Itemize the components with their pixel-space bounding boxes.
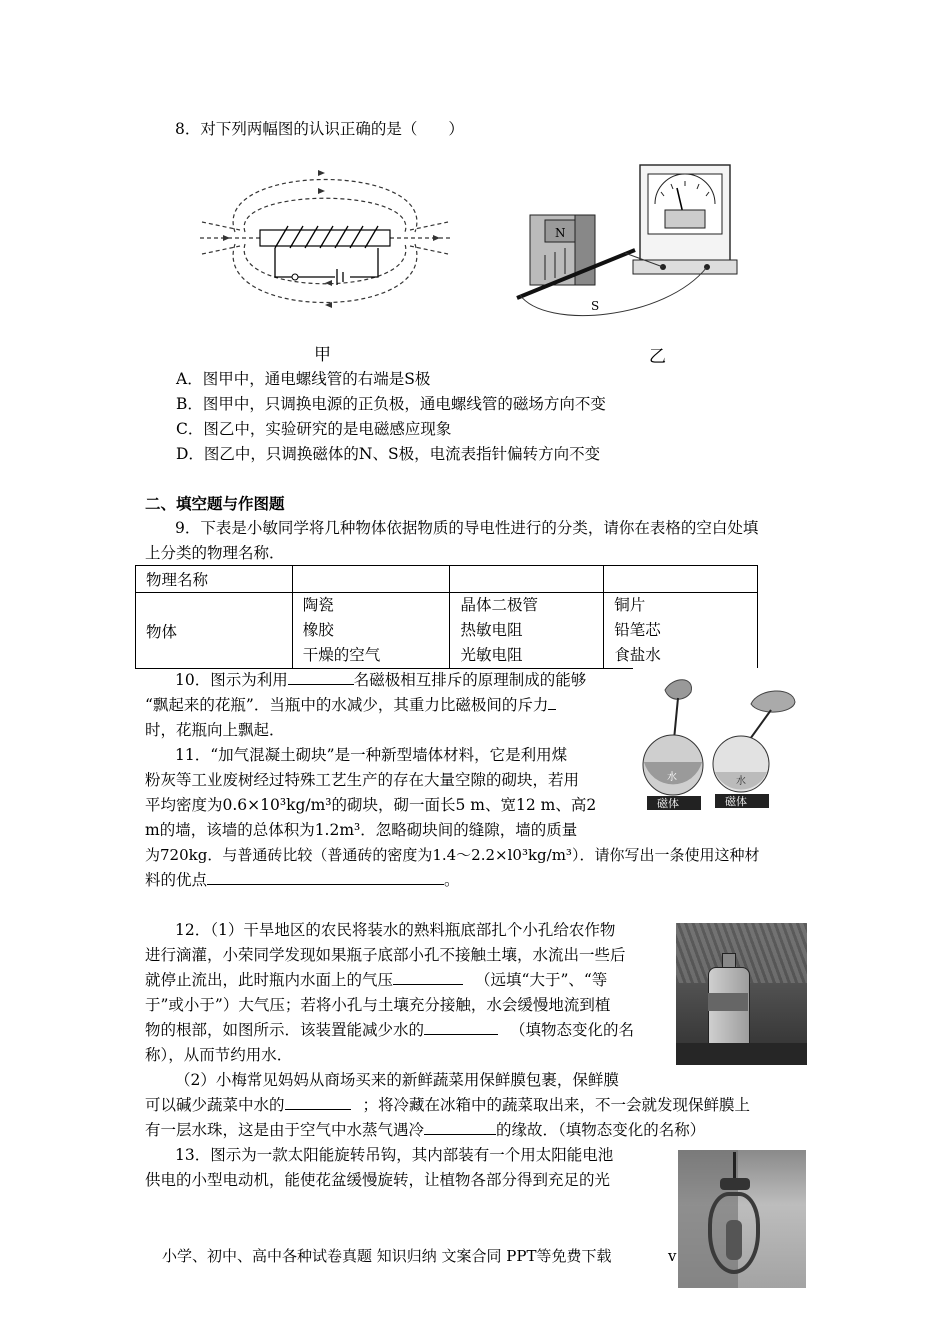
- q11-line2: 粉灰等工业废树经过特殊工艺生产的存在大量空隙的砌块，若用: [145, 771, 580, 789]
- q12-p1-line2: 进行滴灌，小荣同学发现如果瓶子底部小孔不接触土壤，水流出一些后: [145, 946, 626, 964]
- q13-line2: 供电的小型电动机，能使花盆缓慢旋转，让植物各部分得到充足的光: [145, 1171, 611, 1189]
- table-item: 铅笔芯: [614, 621, 661, 639]
- classification-table: [135, 565, 758, 669]
- q12-p1-line4: 于”或小于”）大气压；若将小孔与土壤充分接触，水会缓慢地流到植: [145, 996, 611, 1014]
- q12-blank-3[interactable]: [285, 1109, 351, 1110]
- q10-blank-1[interactable]: [288, 684, 354, 685]
- q8-option-a: A．图甲中，通电螺线管的右端是S极: [176, 370, 431, 388]
- q12-text: （填物态变化的名: [510, 1021, 635, 1039]
- galvanometer-figure: [515, 160, 740, 335]
- label-jia: 甲: [314, 345, 331, 365]
- q9-line2: 上分类的物理名称．: [145, 544, 285, 562]
- q11-line3: 平均密度为0.6×10³kg/m³的砌块，砌一面长5 m、宽12 m、高2: [145, 796, 597, 814]
- q12-p2-line2: [145, 1095, 750, 1115]
- table-item: 食盐水: [614, 646, 661, 664]
- q12-p1-line1: 12．（1）干旱地区的农民将装水的熟料瓶底部扎个小孔给农作物: [175, 921, 616, 939]
- q11-text: 料的优点: [145, 871, 208, 889]
- table-cell: [604, 593, 758, 669]
- q8-option-c: C．图乙中，实验研究的是电磁感应现象: [176, 420, 452, 438]
- q12-text: （远填“大于”、“等: [475, 971, 608, 989]
- q10-blank-2[interactable]: [548, 709, 556, 710]
- svg-text:S: S: [591, 299, 600, 313]
- q12-text: 有一层水珠，这是由于空气中水蒸气遇冷: [145, 1121, 425, 1139]
- q12-text: ；将冷藏在冰箱中的蔬菜取出来，不一会就发现保鲜膜上: [362, 1096, 751, 1114]
- q10-text: “飘起来的花瓶”．当瓶中的水减少，其重力比磁极间的斥力: [145, 696, 549, 714]
- table-item: 晶体二极管: [460, 596, 538, 614]
- q12-p2-line3: [145, 1120, 705, 1140]
- q12-text: 可以碱少蔬菜中水的: [145, 1096, 285, 1114]
- table-item: 热敏电阻: [460, 621, 523, 639]
- table-blank-cell[interactable]: [450, 566, 604, 593]
- q12-p1-line6: 称），从而节约用水．: [145, 1046, 293, 1064]
- solar-hook-photo: [678, 1150, 806, 1288]
- q8-option-b: B．图甲中，只调换电源的正负极，通电螺线管的磁场方向不变: [176, 395, 606, 413]
- water-label: 水: [736, 776, 746, 787]
- q11-text: 。: [444, 871, 460, 889]
- magnet-label: 磁体: [725, 795, 747, 808]
- table-row: [136, 593, 758, 669]
- q12-blank-2[interactable]: [424, 1034, 498, 1035]
- q10-line3: 时，花瓶向上飘起．: [145, 721, 285, 739]
- q10-text: 名磁极相互排斥的原理制成的能够: [353, 671, 587, 689]
- q12-text: 的缘故．（填物态变化的名称）: [496, 1121, 706, 1139]
- q13-line1: 13．图示为一款太阳能旋转吊钩，其内部装有一个用太阳能电池: [175, 1146, 614, 1164]
- q8-option-d: D．图乙中，只调换磁体的N、S极，电流表指针偏转方向不变: [176, 445, 601, 463]
- magnet-label: 磁体: [657, 797, 679, 810]
- floating-vase-figure: [633, 668, 813, 816]
- q12-text: 就停止流出，此时瓶内水面上的气压: [145, 971, 394, 989]
- bottle-photo: [676, 923, 807, 1065]
- q10-line1: [175, 670, 586, 690]
- footer-trail: v: [668, 1247, 677, 1265]
- q12-p2-line1: （2）小梅常见妈妈从商场买来的新鲜蔬菜用保鲜膜包裹，保鲜膜: [175, 1071, 619, 1089]
- table-cell: [292, 593, 450, 669]
- water-label: 水: [667, 772, 677, 783]
- q12-blank-1[interactable]: [393, 984, 463, 985]
- q11-line6: [145, 870, 460, 890]
- q12-text: 物的根部，如图所示．该装置能减少水的: [145, 1021, 425, 1039]
- table-header-cell: 物理名称: [136, 566, 293, 593]
- table-cell: [450, 593, 604, 669]
- q11-line4: m的墙，该墙的总体积为1.2m³．忽略砌块间的缝隙，墙的质量: [145, 821, 578, 839]
- q10-line2: [145, 695, 556, 715]
- table-item: 光敏电阻: [460, 646, 523, 664]
- q9-line1: 9．下表是小敏同学将几种物体依据物质的导电性进行的分类，请你在表格的空白处填: [175, 519, 759, 537]
- table-blank-cell[interactable]: [292, 566, 450, 593]
- q12-blank-4[interactable]: [424, 1134, 496, 1135]
- q11-line5: 为720kg．与普通砖比较（普通砖的密度为1.4～2.2×l0³kg/m³）．请你写出一条使用这种材: [145, 846, 760, 864]
- solenoid-figure: [200, 152, 450, 332]
- q11-blank[interactable]: [207, 884, 444, 885]
- table-item: 陶瓷: [302, 596, 334, 614]
- footer-text: 小学、初中、高中各种试卷真题 知识归纳 文案合同 PPT等免费下载: [162, 1247, 612, 1265]
- q11-line1: 11．“加气混凝土砌块”是一种新型墙体材料，它是利用煤: [175, 746, 568, 764]
- q12-p1-line5: [145, 1020, 634, 1040]
- table-item: 铜片: [614, 596, 646, 614]
- table-blank-cell[interactable]: [604, 566, 758, 593]
- table-item: 橡胶: [302, 621, 334, 639]
- q8-stem: 8．对下列两幅图的认识正确的是（ ）: [175, 120, 464, 138]
- table-row-label: 物体: [136, 593, 293, 669]
- table-item: 干燥的空气: [302, 646, 381, 664]
- label-yi: 乙: [649, 347, 666, 367]
- table-header-row: [136, 566, 758, 593]
- q12-p1-line3: [145, 970, 607, 990]
- svg-text:N: N: [555, 226, 566, 240]
- q10-text: 10．图示为利用: [175, 671, 288, 689]
- section-heading: 二、填空题与作图题: [145, 495, 285, 513]
